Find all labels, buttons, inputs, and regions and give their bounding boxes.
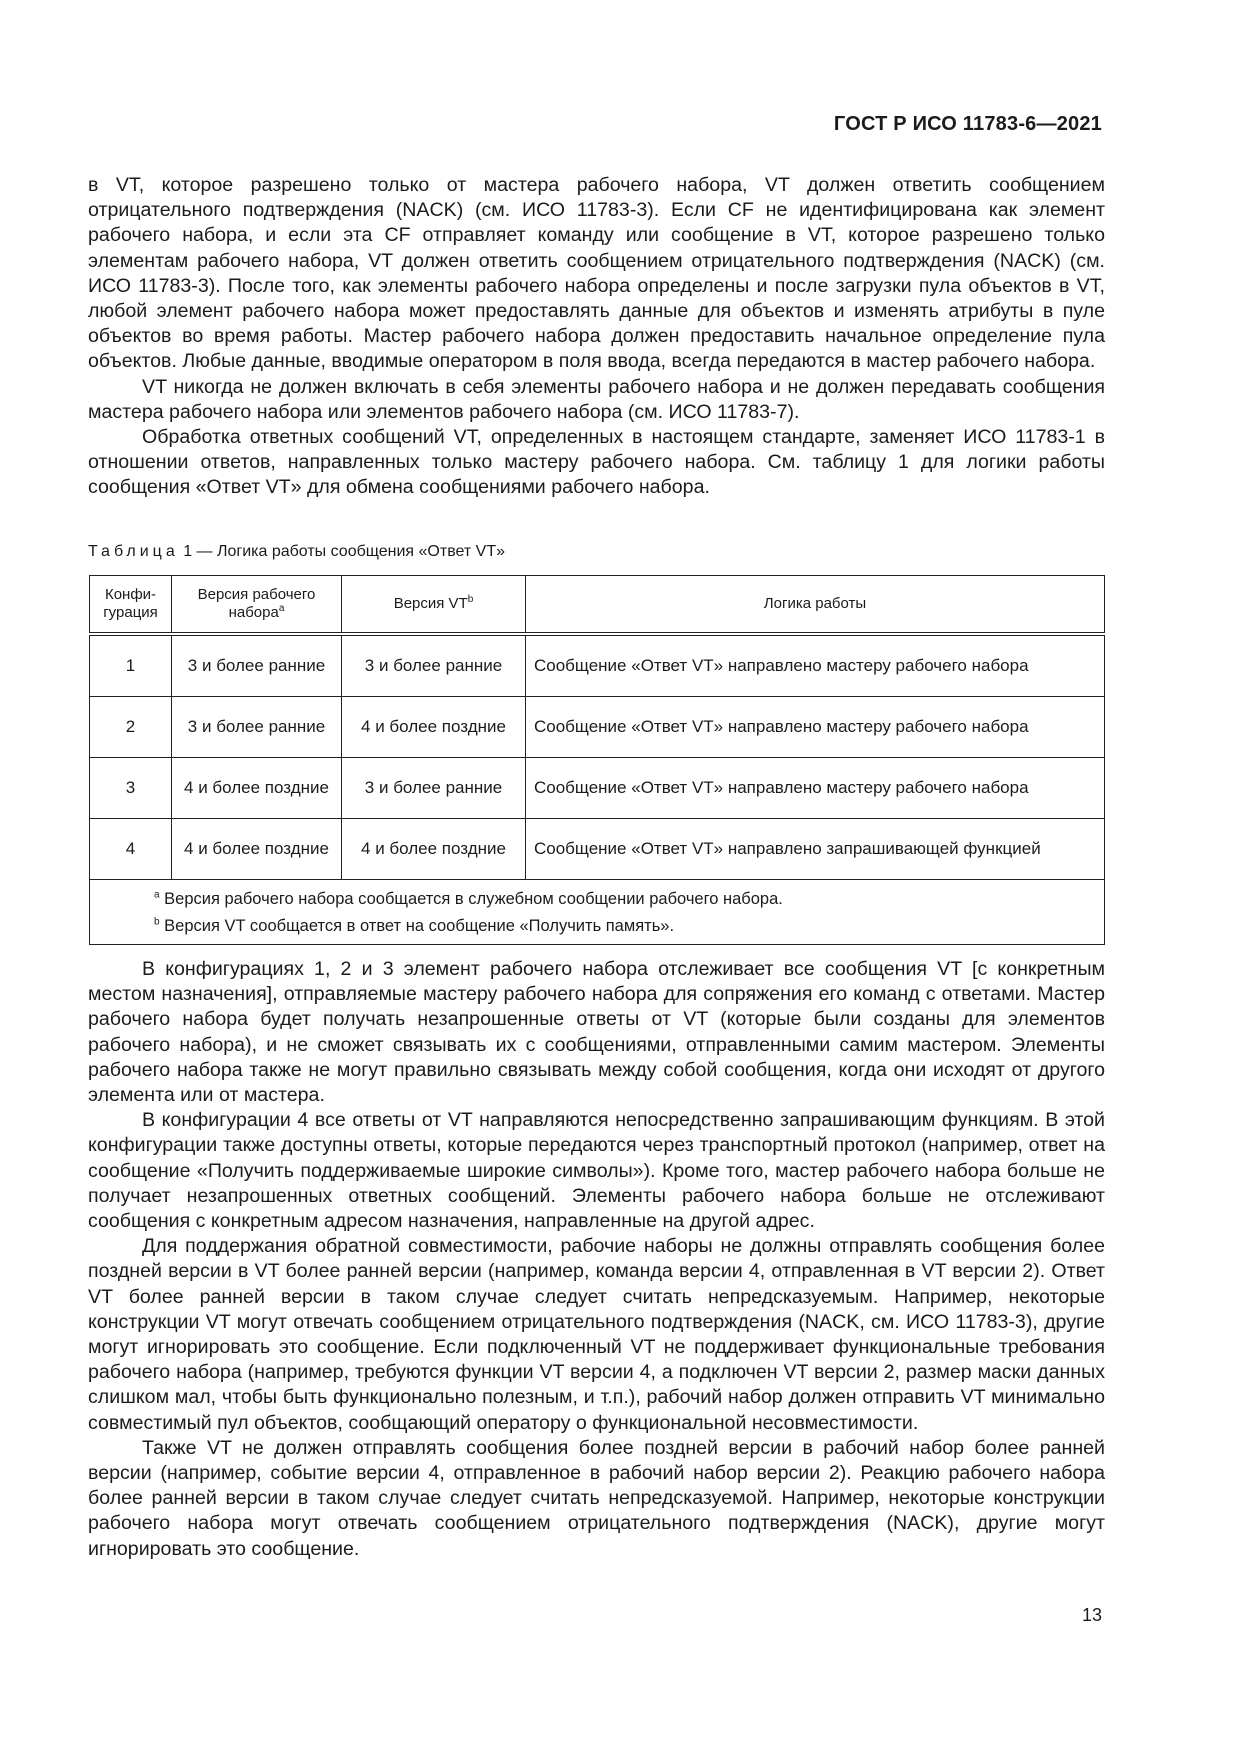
table-caption-label: Таблица [88, 543, 179, 560]
cell-logic: Сообщение «Ответ VT» направлено мастеру рабочего набора [526, 634, 1105, 697]
table-caption-title: 1 — Логика работы сообщения «Ответ VT» [183, 543, 506, 560]
paragraph: VT никогда не должен включать в себя элементы рабочего набора и не должен передавать сообщения мастера рабочего набора или элементов рабочего набора (см. ИСО 11783-7). [88, 375, 1105, 423]
table-row [90, 634, 1105, 697]
cell-config: 4 [90, 819, 172, 880]
cell-ws-version: 3 и более ранние [172, 634, 342, 697]
document-header: ГОСТ Р ИСО 11783-6—2021 [833, 113, 1102, 135]
cell-logic: Сообщение «Ответ VT» направлено мастеру рабочего набора [526, 697, 1105, 758]
cell-ws-version: 4 и более поздние [172, 819, 342, 880]
header-vt-version: Версия $VT^b$ [342, 576, 526, 635]
table-row [90, 758, 1105, 819]
cell-ws-version: 4 и более поздние [172, 758, 342, 819]
cell-ws-version: 3 и более ранние [172, 697, 342, 758]
page-number: 13 [1081, 1605, 1102, 1625]
cell-vt-version: 4 и более поздние [342, 819, 526, 880]
header-config: Конфи-гурация [90, 576, 172, 635]
table-footnotes [90, 880, 1105, 945]
logic-table [89, 575, 1105, 945]
table-row [90, 697, 1105, 758]
cell-vt-version: 4 и более поздние [342, 697, 526, 758]
header-logic: Логика работы [526, 576, 1105, 635]
paragraph: в VT, которое разрешено только от мастера рабочего набора, VT должен ответить сообщением отрицательного подтверждения (NACK) (см. ИСО 11783-3). Если CF не идентифицирована как элемент рабочего набора, и если эта CF отправляет команду или сообщение в VT, которое разрешено только элементам рабочего набора, VT должен ответить сообщением отрицательного подтверждения (NACK) (см. ИСО 11783-3). После того, как элементы рабочего набора определены и после загрузки пула объектов в VT, любой элемент рабочего набора может предоставлять данные для объектов и изменять атрибуты в пуле объектов во время работы. Мастер рабочего набора должен предоставить начальное определение пула объектов. Любые данные, вводимые оператором в поля ввода, всегда передаются в мастер рабочего набора. [88, 174, 1105, 373]
cell-config: 1 [90, 634, 172, 697]
header-ws-version: Версия рабочего набора$^a$ [172, 576, 342, 635]
paragraph: Также VT не должен отправлять сообщения более поздней версии в рабочий набор более ранней версии (например, событие версии 4, отправленное в рабочий набор версии 2). Реакцию рабочего набора более ранней версии в таком случае следует считать непредсказуемой. Например, некоторые конструкции рабочего набора могут отвечать сообщением отрицательного подтверждения (NACK), другие могут игнорировать это сообщение. [88, 1436, 1105, 1560]
body-text-bottom [88, 957, 1105, 1562]
cell-vt-version: 3 и более ранние [342, 758, 526, 819]
footnote-b: $^b$ Версия VT сообщается в ответ на сообщение «Получить память». [154, 916, 675, 935]
table-row [90, 819, 1105, 880]
cell-config: 3 [90, 758, 172, 819]
footnote-a: $^a$ Версия рабочего набора сообщается в служебном сообщении рабочего набора. [154, 889, 783, 908]
table-footnotes-row [90, 880, 1105, 945]
table-caption [88, 542, 505, 562]
cell-vt-version: 3 и более ранние [342, 634, 526, 697]
cell-logic: Сообщение «Ответ VT» направлено мастеру рабочего набора [526, 758, 1105, 819]
paragraph: В конфигурации 4 все ответы от VT направляются непосредственно запрашивающим функциям. В этой конфигурации также доступны ответы, которые передаются через транспортный протокол (например, ответ на сообщение «Получить поддерживаемые широкие символы»). Кроме того, мастер рабочего набора больше не получает незапрошенных ответных сообщений. Элементы рабочего набора больше не отслеживают сообщения с конкретным адресом назначения, направленные на другой адрес. [88, 1109, 1105, 1233]
paragraph: Обработка ответных сообщений VT, определенных в настоящем стандарте, заменяет ИСО 11783-1 в отношении ответов, направленных только мастеру рабочего набора. См. таблицу 1 для логики работы сообщения «Ответ VT» для обмена сообщениями рабочего набора. [88, 426, 1105, 499]
paragraph: Для поддержания обратной совместимости, рабочие наборы не должны отправлять сообщения более поздней версии в VT более ранней версии (например, команда версии 4, отправленная в VT версии 2). Ответ VT более ранней версии в таком случае следует считать непредсказуемым. Например, некоторые конструкции VT могут отвечать сообщением отрицательного подтверждения (NACK, см. ИСО 11783-3), другие могут игнорировать это сообщение. Если подключенный VT не поддерживает функциональные требования рабочего набора (например, требуются функции VT версии 4, а подключен VT версии 2, размер маски данных слишком мал, чтобы быть функционально полезным, и т.п.), рабочий набор должен отправить VT минимально совместимый пул объектов, сообщающий оператору о функциональной несовместимости. [88, 1235, 1105, 1434]
body-text-top [88, 173, 1105, 501]
cell-logic: Сообщение «Ответ VT» направлено запрашивающей функцией [526, 819, 1105, 880]
paragraph: В конфигурациях 1, 2 и 3 элемент рабочего набора отслеживает все сообщения VT [с конкретным местом назначения], отправляемые мастеру рабочего набора для сопряжения его команд с ответами. Мастер рабочего набора будет получать незапрошенные ответы от VT (которые были созданы для элементов рабочего набора), и не сможет связывать их с сообщениями, отправленными самим мастером. Элементы рабочего набора также не могут правильно связывать между собой сообщения, когда они исходят от другого элемента или от мастера. [88, 958, 1105, 1107]
table-header-row [90, 576, 1105, 635]
cell-config: 2 [90, 697, 172, 758]
